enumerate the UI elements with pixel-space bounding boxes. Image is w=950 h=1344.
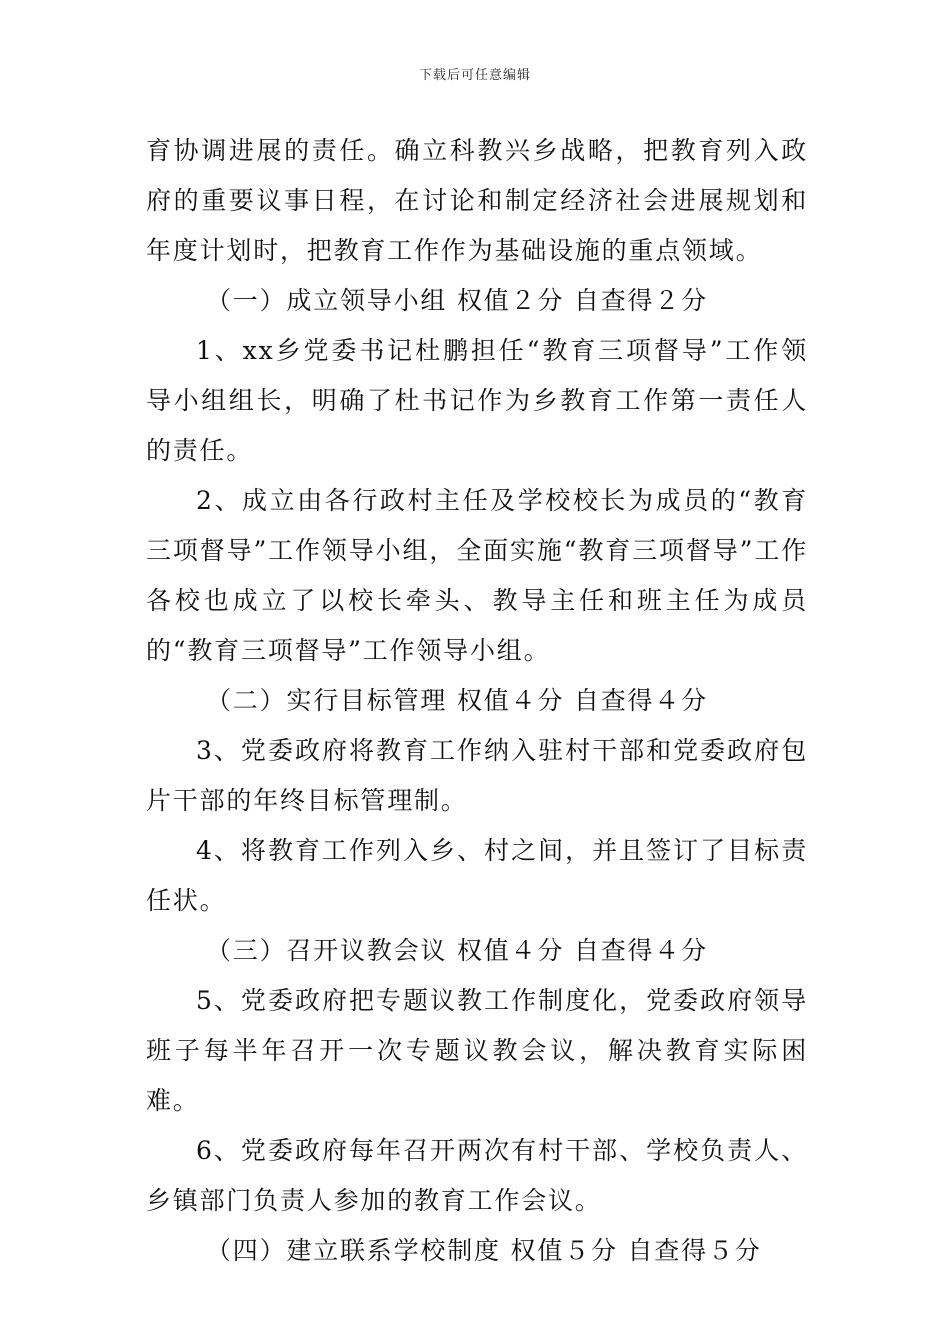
paragraph-item-5: 5、党委政府把专题议教工作制度化，党委政府领导班子每半年召开一次专题议教会议，解决教育实际困难。 bbox=[146, 986, 808, 1115]
paragraph-item-1: 1、xx乡党委书记杜鹏担任“教育三项督导”工作领导小组组长，明确了杜书记作为乡教育工作第一责任人的责任。 bbox=[146, 336, 808, 465]
section-heading-1: （一）成立领导小组 权值２分 自查得２分 bbox=[206, 286, 708, 315]
section-heading-2: （二）实行目标管理 权值４分 自查得４分 bbox=[206, 686, 708, 715]
paragraph-item-3: 3、党委政府将教育工作纳入驻村干部和党委政府包片干部的年终目标管理制。 bbox=[146, 736, 808, 815]
paragraph-item-6: 6、党委政府每年召开两次有村干部、学校负责人、乡镇部门负责人参加的教育工作会议。 bbox=[146, 1136, 808, 1215]
section-heading-3: （三）召开议教会议 权值４分 自查得４分 bbox=[206, 936, 708, 965]
paragraph-continuation: 育协调进展的责任。确立科教兴乡战略，把教育列入政府的重要议事日程，在讨论和制定经济社会进展规划和年度计划时，把教育工作作为基础设施的重点领域。 bbox=[146, 136, 808, 265]
section-heading-4: （四）建立联系学校制度 权值５分 自查得５分 bbox=[206, 1236, 762, 1265]
paragraph-item-2: 2、成立由各行政村主任及学校校长为成员的“教育三项督导”工作领导小组，全面实施“教育三项督导”工作各校也成立了以校长牵头、教导主任和班主任为成员的“教育三项督导”工作领导小组。 bbox=[146, 486, 808, 665]
page-header-note: 下载后可任意编辑 bbox=[418, 68, 531, 83]
paragraph-item-4: 4、将教育工作列入乡、村之间，并且签订了目标责任状。 bbox=[146, 836, 808, 915]
document-body bbox=[146, 126, 808, 1276]
